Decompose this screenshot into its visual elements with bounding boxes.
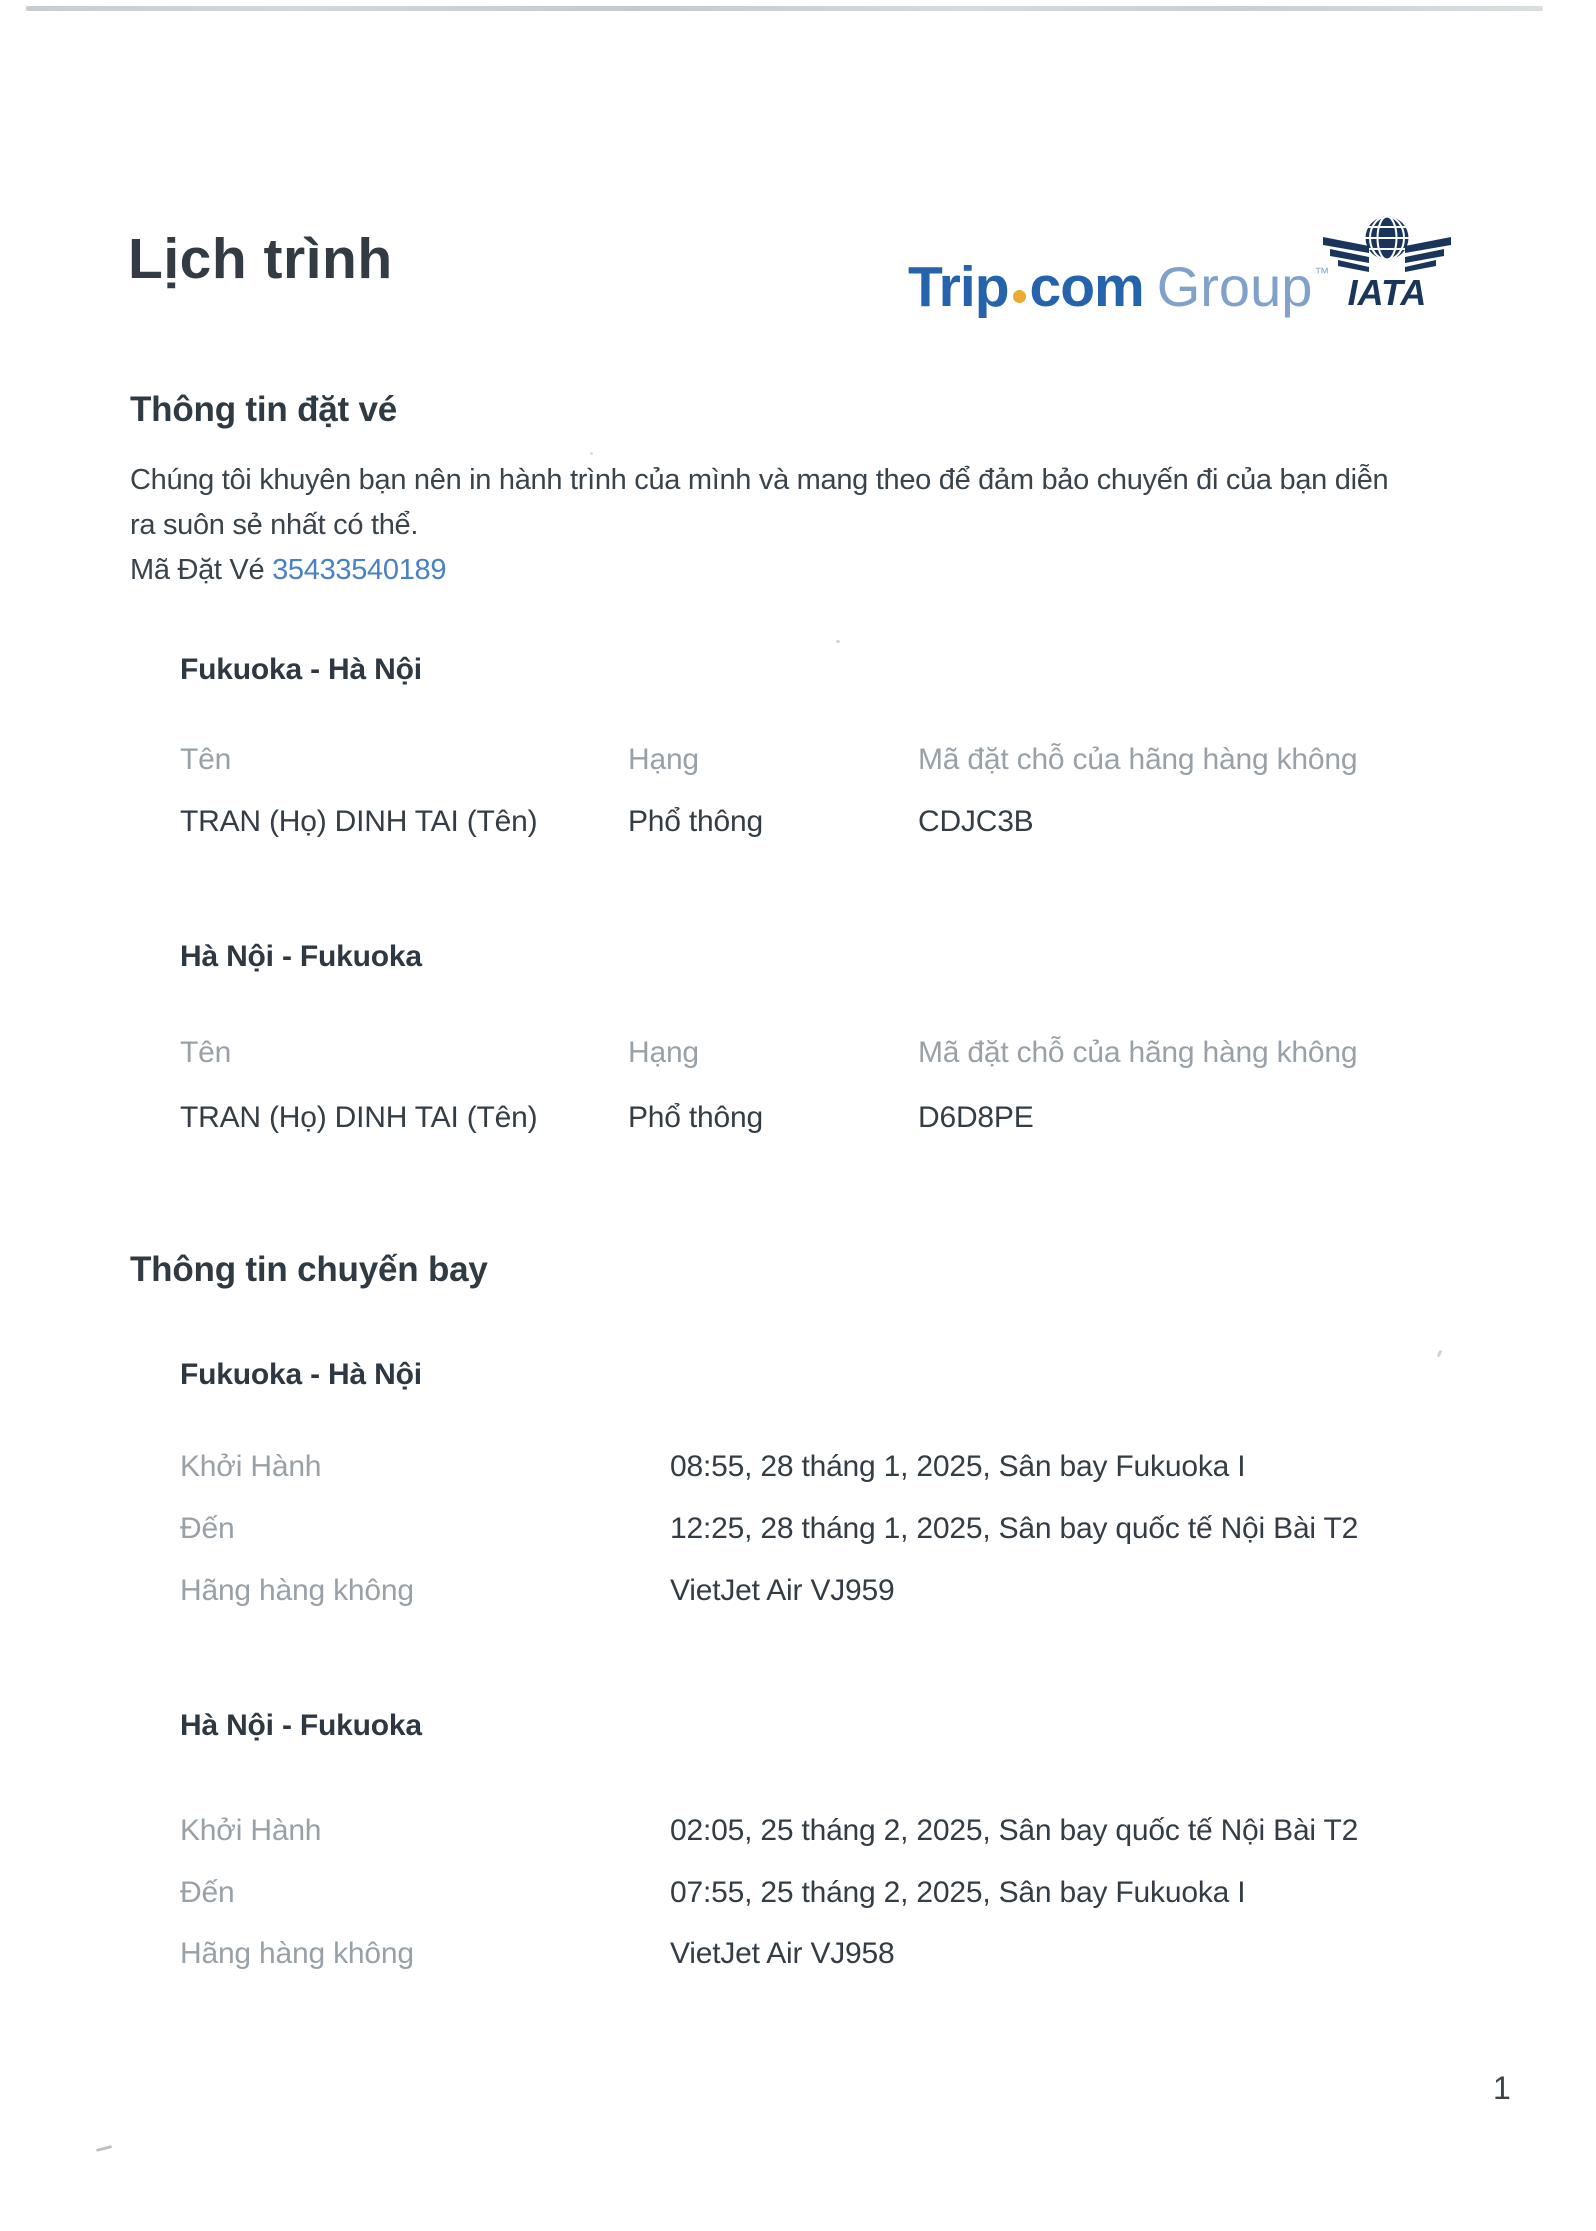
- tripcom-logo-word-group: Group: [1156, 255, 1313, 318]
- arrive-value: 12:25, 28 tháng 1, 2025, Sân bay quốc tế Nội Bài T2: [670, 1512, 1359, 1545]
- iata-logo-text: IATA: [1347, 272, 1427, 310]
- passenger-name: TRAN (Họ) DINH TAI (Tên): [180, 1101, 538, 1134]
- column-header-name: Tên: [180, 743, 232, 776]
- airline-label: Hãng hàng không: [180, 1574, 414, 1607]
- booking-code-label: Mã Đặt Vé: [130, 554, 265, 586]
- scan-artifact: [1437, 1350, 1443, 1358]
- page-number: 1: [1493, 2070, 1511, 2106]
- depart-value: 08:55, 28 tháng 1, 2025, Sân bay Fukuoka I: [670, 1450, 1246, 1483]
- arrive-value: 07:55, 25 tháng 2, 2025, Sân bay Fukuoka I: [670, 1876, 1246, 1909]
- booking-info-heading: Thông tin đặt vé: [130, 390, 398, 429]
- passenger-name: TRAN (Họ) DINH TAI (Tên): [180, 805, 538, 838]
- booking-note-line2: ra suôn sẻ nhất có thể.: [130, 509, 419, 541]
- scan-artifact: [96, 2145, 112, 2152]
- column-header-name: Tên: [180, 1036, 232, 1069]
- tripcom-group-logo: [908, 244, 1329, 332]
- column-header-cabin: Hạng: [628, 1036, 699, 1069]
- tripcom-logo-dot-icon: [1013, 290, 1026, 303]
- tripcom-logo-word-com: com: [1029, 255, 1144, 319]
- page-title: Lịch trình: [128, 227, 393, 291]
- booking-code-value: 35433540189: [272, 554, 447, 586]
- airline-value: VietJet Air VJ958: [670, 1937, 895, 1970]
- arrive-label: Đến: [180, 1512, 235, 1545]
- airline-pnr: CDJC3B: [918, 805, 1034, 838]
- iata-logo-graphic: [1320, 212, 1454, 310]
- airline-value: VietJet Air VJ959: [670, 1574, 895, 1607]
- booking-segment-route: Fukuoka - Hà Nội: [180, 653, 422, 686]
- flight-info-heading: Thông tin chuyến bay: [130, 1250, 488, 1289]
- iata-logo: [1320, 212, 1454, 310]
- booking-segment-route: Hà Nội - Fukuoka: [180, 940, 422, 973]
- depart-label: Khởi Hành: [180, 1814, 322, 1847]
- flight-segment-route: Fukuoka - Hà Nội: [180, 1358, 422, 1391]
- trademark-symbol: ™: [1314, 265, 1330, 282]
- scan-artifact: [590, 452, 593, 455]
- tripcom-logo-word-trip: Trip: [908, 255, 1009, 319]
- depart-value: 02:05, 25 tháng 2, 2025, Sân bay quốc tế Nội Bài T2: [670, 1814, 1359, 1847]
- column-header-pnr: Mã đặt chỗ của hãng hàng không: [918, 1036, 1358, 1069]
- arrive-label: Đến: [180, 1876, 235, 1909]
- scan-top-rule: [26, 6, 1543, 11]
- flight-segment-route: Hà Nội - Fukuoka: [180, 1709, 422, 1742]
- cabin-class: Phổ thông: [628, 805, 763, 838]
- booking-code-line: [130, 551, 446, 589]
- airline-label: Hãng hàng không: [180, 1937, 414, 1970]
- booking-note-line1: Chúng tôi khuyên bạn nên in hành trình của mình và mang theo để đảm bảo chuyến đi của bạn diễn: [130, 464, 1389, 496]
- scan-artifact: [836, 640, 840, 643]
- column-header-pnr: Mã đặt chỗ của hãng hàng không: [918, 743, 1358, 776]
- cabin-class: Phổ thông: [628, 1101, 763, 1134]
- column-header-cabin: Hạng: [628, 743, 699, 776]
- airline-pnr: D6D8PE: [918, 1101, 1034, 1134]
- depart-label: Khởi Hành: [180, 1450, 322, 1483]
